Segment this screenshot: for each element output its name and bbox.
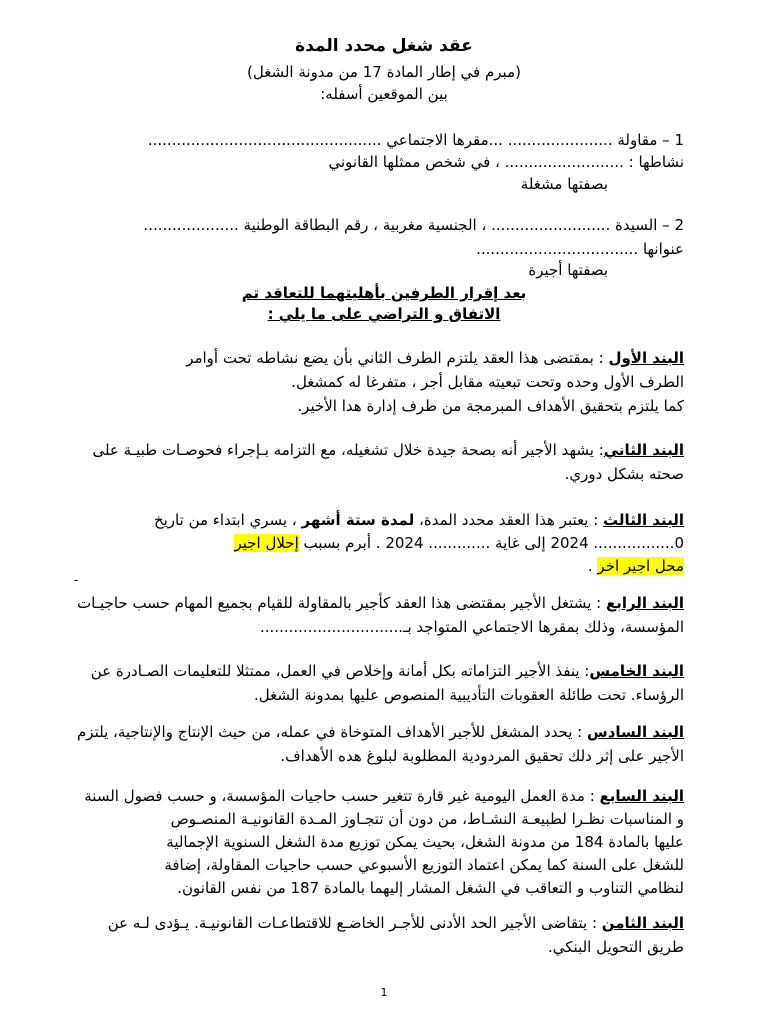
agreement-line1: بعد إقرار الطرفين بأهليتهما للتعاقد تم <box>241 284 527 302</box>
page-number: 1 <box>380 986 388 999</box>
clause4-title: البند الرابع <box>605 594 684 612</box>
clause2-title: البند الثاني <box>603 441 684 459</box>
contract-subtitle: (مبرم في إطار المادة 17 من مدونة الشغل) <box>247 63 521 81</box>
clause7-title: البند السابع <box>599 787 684 805</box>
highlight-reason-2: محل اجير اخر <box>597 557 684 575</box>
clause2-text1: : يشهد الأجير أنه بصحة جيدة خلال تشغيله، مع التزامه بـإجراء فحوصـات طبيـة على <box>92 441 604 459</box>
highlight-reason-1: إحلال اجير <box>234 534 299 552</box>
agreement-line2: الاتفاق و التراضي على ما يلي : <box>267 305 501 323</box>
party2-line2: عنوانها .................................. <box>476 240 684 258</box>
clause6-line1 <box>77 722 684 742</box>
clause3-title: البند الثالث <box>603 511 684 529</box>
party1-role: بصفتها مشغلة <box>520 175 608 193</box>
between-line: بين الموقعين أسفله: <box>320 85 448 103</box>
clause5-text1: : ينفذ الأجير التزاماته بكل أمانة وإخلاص في العمل، ممتثلا للتعليمات الصـادرة عن <box>90 662 590 680</box>
party2-line1: 2 – السيدة ......................... ، الجنسية مغربية ، رقم البطاقة الوطنية .................... <box>143 216 684 234</box>
clause1-line1 <box>186 348 684 368</box>
clause8-title: البند الثامن <box>601 914 684 932</box>
duration-phrase: لمدة ستة أشهر <box>301 511 415 529</box>
clause3-line3: محل اجير اخر . <box>587 557 684 575</box>
clause3-text1: : يعتبر هذا العقد محدد المدة، لمدة ستة أشهر ، يسري ابتداء من تاريخ <box>153 511 604 529</box>
clause4-line1 <box>77 593 684 613</box>
clause8-line2: طريق التحويل البنكي. <box>547 938 684 956</box>
clause7-line3: عليها بالمادة 184 من مدونة الشغل، بحيث يمكن توزيع مدة الشغل السنوية الإجمالية <box>166 833 684 851</box>
clause2-line1 <box>92 440 684 460</box>
clause3-line2: 0................. 2024 إلى غاية ............. 2024 . أبرم بسبب إحلال اجير <box>234 534 684 552</box>
clause7-text1: : مدة العمل اليومية غير قارة تتغير حسب حاجيات المؤسسة، و حسب فصول السنة <box>84 787 600 805</box>
clause4-line2: المؤسسة، وذلك بمقرها الاجتماعي المتواجد بـ.............................. <box>260 618 684 636</box>
clause7-line5: لنظامي التناوب و التعاقب في الشغل المشار إليهما بالمادة 187 من نفس القانون. <box>177 879 684 897</box>
clause1-line2: الطرف الأول وحده وتحت تبعيته مقابل أجر ، متفرغا له كمشغل. <box>291 373 684 391</box>
clause2-line2: صحته بشكل دوري. <box>564 465 684 483</box>
clause5-line1 <box>91 661 684 681</box>
clause1-text1: : بمقتضى هذا العقد يلتزم الطرف الثاني بأن يضع نشاطه تحت أوامر <box>186 349 609 367</box>
party1-line2: نشاطها : ......................... ، في شخص ممثلها القانوني <box>328 153 684 171</box>
clause5-line2: الرؤساء. تحت طائلة العقوبات التأديبية المنصوص عليها بمدونة الشغل. <box>253 686 684 704</box>
party2-role: بصفتها أجيرة <box>528 261 608 279</box>
clause8-text1: : يتقاضى الأجير الحد الأدنى للأجـر الخاضـع للاقتطاعـات القانونيـة. يـؤدى لـه عن <box>107 914 602 932</box>
party1-line1: 1 – مقاولة ...................... ...مقرها الاجتماعي ................................................. <box>147 131 684 149</box>
clause7-line2: و المناسبات نظـرا لطبيعـة النشـاط، من دون أن تتجـاوز المـدة القانونيـة المنصـوص <box>170 810 684 828</box>
stray-dash: - <box>74 573 79 587</box>
clause8-line1 <box>108 913 684 933</box>
clause7-line4: للشغل على السنة كما يمكن اعتماد التوزيع الأسبوعي حسب حاجيات المقاولة، إضافة <box>164 856 684 874</box>
clause5-title: البند الخامس <box>589 662 684 680</box>
clause1-title: البند الأول <box>608 349 684 367</box>
contract-title: عقد شغل محدد المدة <box>295 36 473 56</box>
clause6-line2: الأجير على إثر دلك تحقيق المردودية المطلوبة لبلوغ هده الأهداف. <box>280 747 684 765</box>
clause7-line1 <box>84 786 684 806</box>
clause6-text1: : يحدد المشغل للأجير الأهداف المتوخاة في عمله، من حيث الإنتاج والإنتاجية، يلتزم <box>77 723 588 741</box>
clause6-title: البند السادس <box>587 723 684 741</box>
clause1-line3: كما يلتزم بتحقيق الأهداف المبرمجة من طرف إدارة هدا الأخير. <box>297 397 684 415</box>
clause3-line1 <box>154 510 684 530</box>
clause4-text1: : يشتغل الأجير بمقتضى هذا العقد كأجير بالمقاولة للقيام بجميع المهام حسب حاجيـات <box>76 594 606 612</box>
